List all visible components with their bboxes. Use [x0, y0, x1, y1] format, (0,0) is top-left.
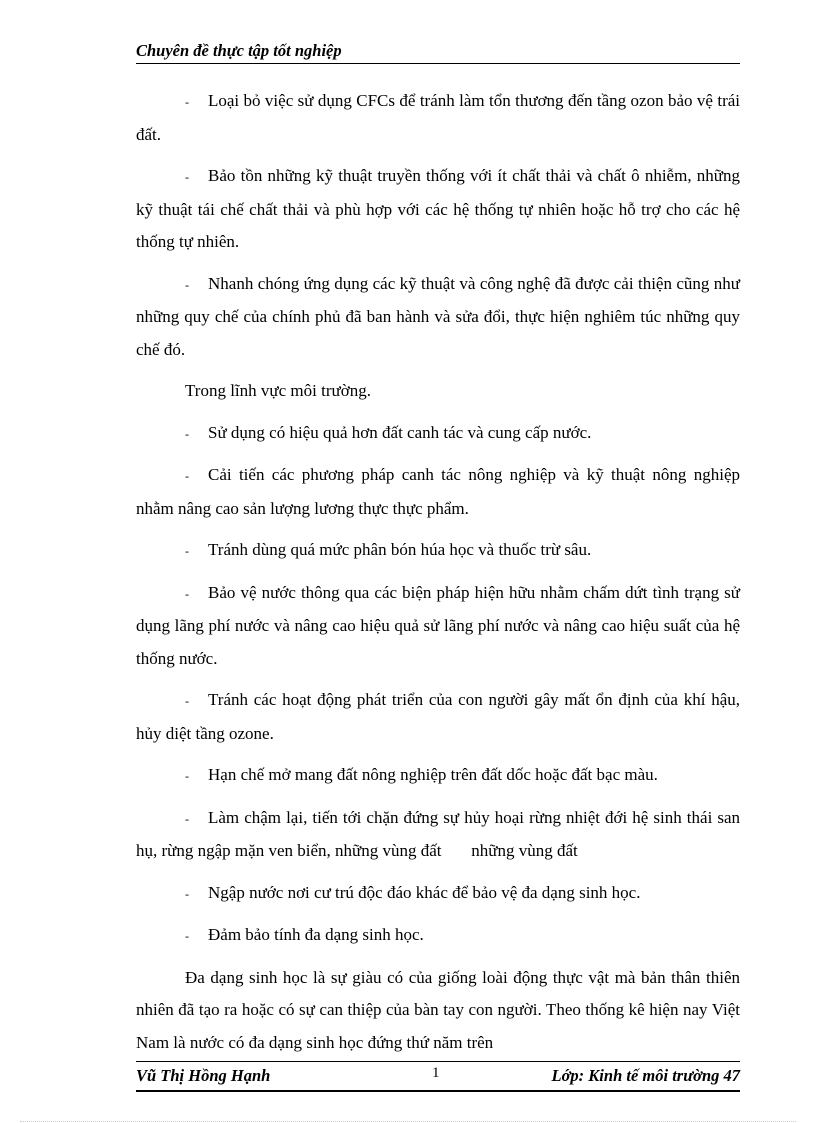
bullet-marker: -: [185, 277, 189, 292]
page-header: [136, 41, 740, 64]
paragraph: [136, 962, 740, 1060]
paragraph: [136, 759, 740, 793]
paragraph-text: Tránh các hoạt động phát triển của con người gây mất ổn định của khí hậu, hủy diệt tầng ozone.: [136, 690, 740, 743]
paragraph: [136, 577, 740, 676]
paragraph: [136, 417, 740, 451]
bullet-marker: -: [185, 469, 189, 483]
paragraph: [136, 268, 740, 367]
paragraph: [136, 877, 740, 911]
bullet-marker: -: [185, 694, 189, 708]
bullet-marker: -: [185, 95, 189, 109]
document-body: [136, 85, 745, 1068]
paragraph-text: Đa dạng sinh học là sự giàu có của giống loài động thực vật mà bản thân thiên nhiên đã tạo ra hoặc có sự can thiệp của bàn tay con người. Theo thống kê hiện nay Việt Nam là nước có đa dạng sinh học đứng thứ năm trên: [136, 967, 740, 1052]
bullet-marker: -: [185, 170, 189, 184]
page-bottom-edge: [20, 1121, 796, 1122]
bullet-marker: -: [185, 929, 189, 943]
paragraph: [136, 375, 740, 408]
paragraph: [136, 684, 740, 750]
paragraph-text: Sử dụng có hiệu quả hơn đất canh tác và cung cấp nước.: [208, 422, 592, 442]
page-footer: [136, 1061, 740, 1092]
bullet-marker: -: [185, 886, 189, 901]
paragraph: [136, 85, 740, 151]
paragraph: [136, 802, 745, 868]
paragraph: [136, 534, 740, 568]
paragraph-text: Tránh dùng quá mức phân bón húa học và thuốc trừ sâu.: [208, 540, 592, 559]
paragraph-text: Làm chậm lại, tiến tới chặn đứng sự hủy hoại rừng nhiệt đới hệ sinh thái san hụ, rừng ngập mặn ven biển, những vùng đất những vùng đất: [136, 807, 745, 860]
paragraph-text: Hạn chế mở mang đất nông nghiệp trên đất dốc hoặc đất bạc màu.: [208, 765, 658, 784]
paragraph: [136, 160, 740, 259]
paragraph-text: Trong lĩnh vực môi trường.: [185, 381, 371, 400]
paragraph-text: Bảo tồn những kỹ thuật truyền thống với ít chất thải và chất ô nhiễm, những kỹ thuật tái chế chất thải và phù hợp với các hệ thống tự nhiên hoặc hỗ trợ cho các hệ thống tự nhiên.: [136, 166, 740, 251]
header-title: Chuyên đề thực tập tốt nghiệp: [136, 41, 342, 60]
paragraph-text: Loại bỏ việc sử dụng CFCs để tránh làm tổn thương đến tầng ozon bảo vệ trái đất.: [136, 91, 740, 144]
paragraph-text: Nhanh chóng ứng dụng các kỹ thuật và công nghệ đã được cải thiện cũng như những quy chế của chính phủ đã ban hành và sửa đổi, thực hiện nghiêm túc những quy chế đó.: [136, 273, 740, 359]
bullet-marker: -: [185, 769, 189, 783]
paragraph: [136, 919, 740, 953]
bullet-marker: -: [185, 586, 189, 601]
paragraph-text: Đảm bảo tính đa dạng sinh học.: [208, 925, 424, 944]
footer-class-label: Lớp: Kinh tế môi trường 47: [551, 1066, 740, 1085]
bullet-marker: -: [185, 426, 189, 441]
paragraph: [136, 459, 740, 525]
footer-author: Vũ Thị Hồng Hạnh: [136, 1066, 271, 1085]
paragraph-text: Cải tiến các phương pháp canh tác nông nghiệp và kỹ thuật nông nghiệp nhằm nâng cao sản lượng lương thực thực phẩm.: [136, 465, 740, 518]
paragraph-text: Bảo vệ nước thông qua các biện pháp hiện hữu nhằm chấm dứt tình trạng sử dụng lãng phí nước và nâng cao hiệu quả sử lãng phí nước và nâng cao hiệu suất của hệ thống nước.: [136, 582, 740, 668]
bullet-marker: -: [185, 811, 189, 826]
page-number: 1: [432, 1065, 440, 1081]
bullet-marker: -: [185, 544, 189, 558]
paragraph-text: Ngập nước nơi cư trú độc đáo khác để bảo vệ đa dạng sinh học.: [208, 882, 641, 902]
